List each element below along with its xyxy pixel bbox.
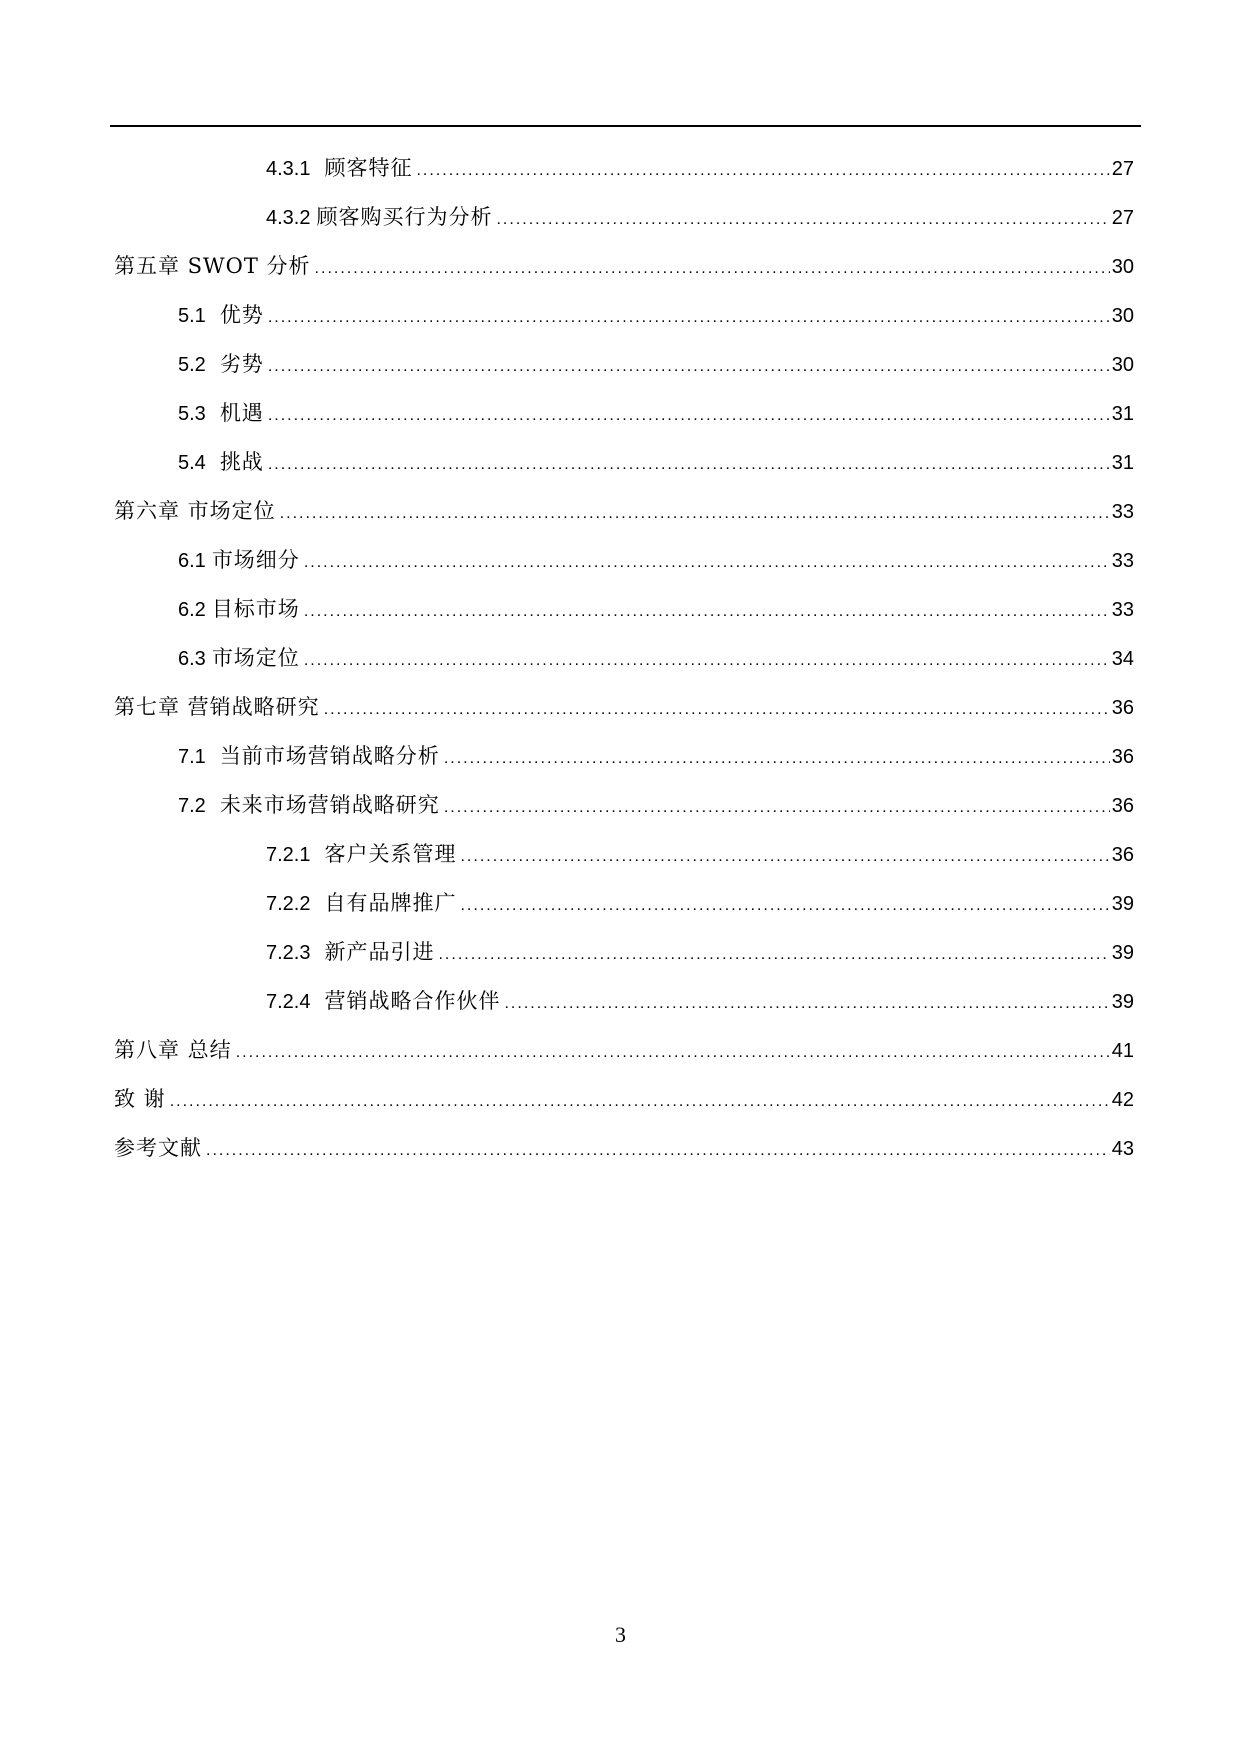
toc-entry-page: 33 (1111, 599, 1134, 621)
toc-entry-number: 5.2 (178, 354, 206, 376)
toc-entry-chapter-5[interactable] (114, 250, 1134, 282)
toc-leader-dots (304, 596, 1110, 628)
toc-entry-title: 新产品引进 (324, 940, 435, 964)
toc-entry-title: 自有品牌推广 (324, 891, 457, 915)
toc-entry-page: 30 (1111, 256, 1134, 278)
toc-entry-page: 36 (1111, 844, 1134, 866)
toc-entry-number: 4.3.1 (266, 158, 311, 180)
toc-entry-6-2[interactable] (178, 593, 1134, 625)
toc-entry-6-3[interactable] (178, 642, 1134, 674)
toc-entry-chapter-7[interactable] (114, 691, 1134, 723)
toc-entry-5-3[interactable] (178, 397, 1134, 429)
toc-entry-page: 27 (1111, 207, 1134, 229)
toc-leader-dots (315, 253, 1110, 285)
toc-entry-title: 营销战略合作伙伴 (324, 989, 501, 1013)
toc-entry-title: 致 谢 (114, 1087, 166, 1111)
toc-entry-7-2[interactable] (178, 789, 1134, 821)
toc-entry-page: 36 (1111, 746, 1134, 768)
toc-entry-number: 6.1 (178, 550, 206, 572)
toc-entry-page: 36 (1111, 795, 1134, 817)
toc-entry-title: 优势 (219, 303, 264, 327)
toc-entry-5-1[interactable] (178, 299, 1134, 331)
toc-entry-page: 41 (1111, 1040, 1134, 1062)
toc-entry-7-2-1[interactable] (266, 838, 1134, 870)
page-number: 3 (615, 1622, 626, 1647)
toc-leader-dots (280, 498, 1110, 530)
toc-leader-dots (460, 890, 1109, 922)
toc-entry-page: 27 (1111, 158, 1134, 180)
toc-entry-page: 42 (1111, 1089, 1134, 1111)
toc-entry-title: 当前市场营销战略分析 (219, 744, 440, 768)
toc-entry-title: 第六章 市场定位 (114, 499, 276, 523)
toc-leader-dots (444, 743, 1110, 775)
toc-entry-number: 6.2 (178, 599, 206, 621)
toc-entry-title: 第七章 营销战略研究 (114, 695, 320, 719)
toc-entry-number: 5.3 (178, 403, 206, 425)
toc-entry-number: 7.2.3 (266, 942, 311, 964)
toc-entry-chapter-8[interactable] (114, 1034, 1134, 1066)
toc-leader-dots (496, 204, 1109, 236)
toc-entry-title: 挑战 (219, 450, 264, 474)
toc-entry-7-2-4[interactable] (266, 985, 1134, 1017)
toc-entry-7-2-2[interactable] (266, 887, 1134, 919)
toc-entry-6-1[interactable] (178, 544, 1134, 576)
toc-leader-dots (206, 1135, 1110, 1167)
toc-entry-page: 30 (1111, 305, 1134, 327)
toc-entry-number: 6.3 (178, 648, 206, 670)
toc-entry-chapter-6[interactable] (114, 495, 1134, 527)
toc-entry-title: 第八章 总结 (114, 1038, 232, 1062)
toc-leader-dots (170, 1086, 1110, 1118)
toc-leader-dots (416, 155, 1109, 187)
toc-entry-number: 5.1 (178, 305, 206, 327)
toc-entry-page: 33 (1111, 501, 1134, 523)
toc-entry-page: 34 (1111, 648, 1134, 670)
toc-entry-number: 7.2 (178, 795, 206, 817)
toc-entry-number: 7.2.1 (266, 844, 311, 866)
toc-entry-5-2[interactable] (178, 348, 1134, 380)
toc-entry-title: 顾客购买行为分析 (316, 205, 493, 229)
toc-entry-title: 目标市场 (211, 597, 300, 621)
toc-entry-4-3-2[interactable] (266, 201, 1134, 233)
toc-entry-4-3-1[interactable] (266, 152, 1134, 184)
toc-entry-number: 7.1 (178, 746, 206, 768)
toc-entry-7-2-3[interactable] (266, 936, 1134, 968)
toc-leader-dots (438, 939, 1109, 971)
toc-entry-page: 33 (1111, 550, 1134, 572)
toc-entry-references[interactable] (114, 1132, 1134, 1164)
toc-entry-page: 31 (1111, 452, 1134, 474)
toc-leader-dots (236, 1037, 1110, 1069)
toc-entry-5-4[interactable] (178, 446, 1134, 478)
toc-entry-title: 参考文献 (114, 1136, 202, 1160)
toc-leader-dots (268, 400, 1110, 432)
toc-entry-number: 5.4 (178, 452, 206, 474)
toc-leader-dots (324, 694, 1110, 726)
toc-entry-acknowledgements[interactable] (114, 1083, 1134, 1115)
toc-entry-title: 机遇 (219, 401, 264, 425)
toc-entry-7-1[interactable] (178, 740, 1134, 772)
toc-entry-page: 36 (1111, 697, 1134, 719)
toc-entry-number: 7.2.2 (266, 893, 311, 915)
toc-entry-title: 未来市场营销战略研究 (219, 793, 440, 817)
toc-entry-title: 客户关系管理 (324, 842, 457, 866)
toc-entry-page: 31 (1111, 403, 1134, 425)
toc-leader-dots (304, 547, 1110, 579)
toc-entry-title: 市场细分 (211, 548, 300, 572)
toc-leader-dots (304, 645, 1110, 677)
toc-entry-title: 劣势 (219, 352, 264, 376)
toc-entry-title: 市场定位 (211, 646, 300, 670)
header-rule (110, 125, 1141, 127)
toc-entry-page: 39 (1111, 893, 1134, 915)
toc-entry-title: 第五章 SWOT 分析 (114, 254, 311, 278)
toc-leader-dots (460, 841, 1109, 873)
toc-entry-page: 30 (1111, 354, 1134, 376)
toc-entry-title: 顾客特征 (324, 156, 413, 180)
toc-leader-dots (268, 351, 1110, 383)
toc-leader-dots (504, 988, 1109, 1020)
toc-entry-page: 43 (1111, 1138, 1134, 1160)
toc-entry-number: 7.2.4 (266, 991, 311, 1013)
toc-entry-number: 4.3.2 (266, 207, 311, 229)
toc-entry-page: 39 (1111, 942, 1134, 964)
toc-entry-page: 39 (1111, 991, 1134, 1013)
toc-leader-dots (444, 792, 1110, 824)
toc-leader-dots (268, 449, 1110, 481)
toc-leader-dots (268, 302, 1110, 334)
